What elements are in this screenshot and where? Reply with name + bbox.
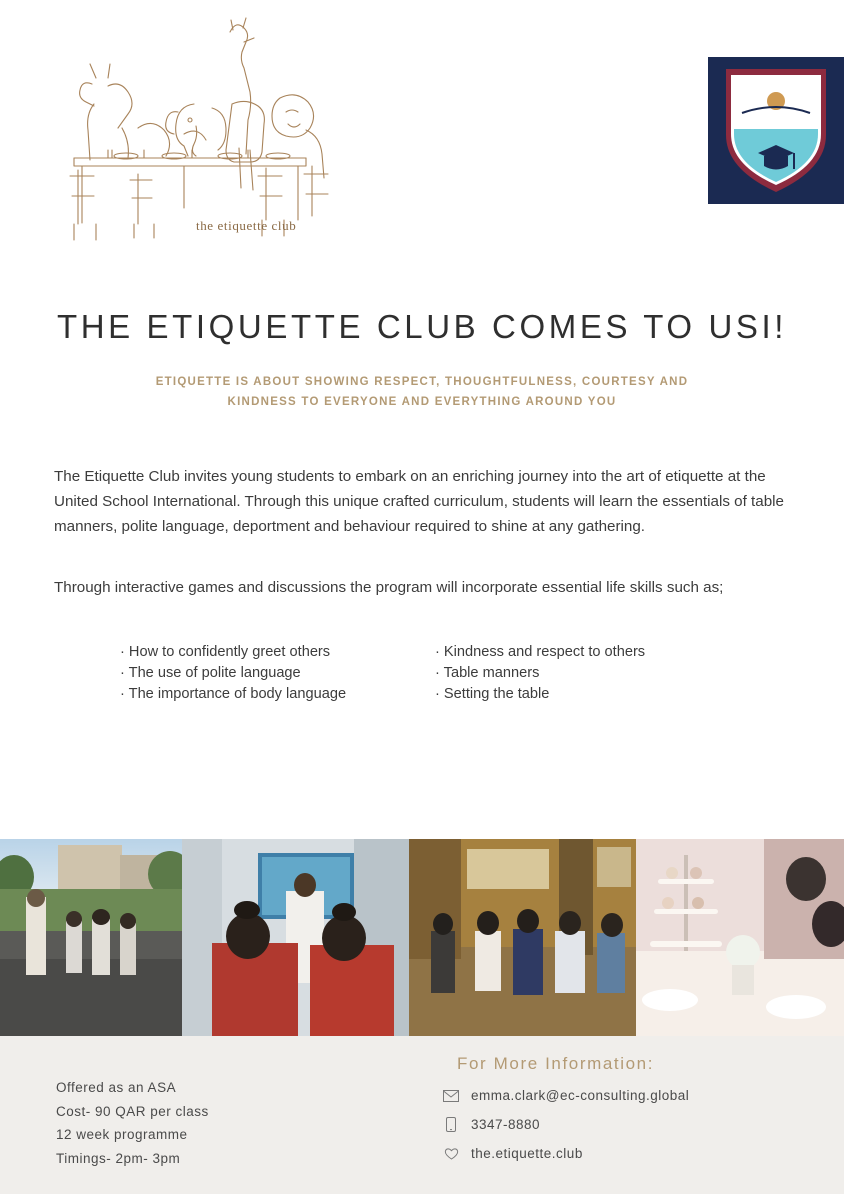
detail-line: Offered as an ASA [56, 1080, 177, 1095]
page-title: THE ETIQUETTE CLUB COMES TO USI! [56, 308, 788, 345]
detail-line: Cost- 90 QAR per class [56, 1103, 209, 1119]
header [0, 0, 844, 250]
contact-section [437, 1054, 817, 1161]
list-item: · The importance of body language [120, 686, 347, 702]
contact-phone-value: 3347-8880 [471, 1117, 541, 1132]
photo-girls-watching-screen [182, 839, 409, 1036]
programme-details [56, 1076, 209, 1170]
more-info-heading: For More Information: [457, 1054, 655, 1073]
photo-students-walking-outside [0, 839, 182, 1036]
heart-icon [437, 1147, 465, 1160]
contact-social-row[interactable] [437, 1146, 817, 1161]
contact-email-row[interactable] [437, 1088, 817, 1103]
body-copy [54, 464, 790, 600]
footer [0, 1036, 844, 1194]
skills-column-2 [435, 642, 645, 705]
skills-column-1 [120, 642, 435, 705]
school-crest [708, 57, 844, 204]
body-paragraph-2: Through interactive games and discussions the program will incorporate essential life skills such as; [54, 579, 724, 596]
list-item: · Table manners [435, 665, 540, 681]
list-item: · Setting the table [435, 686, 550, 702]
contact-phone-row[interactable] [437, 1117, 817, 1132]
body-paragraph-1: The Etiquette Club invites young students to embark on an enriching journey into the art of etiquette at the United School International. Through this unique crafted curriculum, students will learn the essentials of table manners, polite language, deportment and behaviour required to shine at any gathering. [54, 468, 784, 535]
detail-line: 12 week programme [56, 1127, 188, 1142]
photo-students-walking-lobby [409, 839, 636, 1036]
contact-email-value: emma.clark@ec-consulting.global [471, 1088, 690, 1103]
list-item: · How to confidently greet others [120, 644, 331, 660]
list-item: · Kindness and respect to others [435, 644, 646, 660]
skills-lists [120, 642, 844, 705]
etiquette-club-logo-illustration [34, 8, 334, 243]
contact-social-value: the.etiquette.club [471, 1146, 583, 1161]
logo-caption: the etiquette club [196, 218, 297, 233]
detail-line: Timings- 2pm- 3pm [56, 1150, 181, 1166]
photo-strip [0, 839, 844, 1036]
page-subtitle: ETIQUETTE IS ABOUT SHOWING RESPECT, THOUGHTFULNESS, COURTESY AND KINDNESS TO EVERYONE AND EVERYTHING AROUND YOU [155, 376, 689, 408]
list-item: · The use of polite language [120, 665, 301, 681]
envelope-icon [437, 1090, 465, 1102]
mobile-phone-icon [437, 1117, 465, 1132]
photo-tea-table [636, 839, 844, 1036]
